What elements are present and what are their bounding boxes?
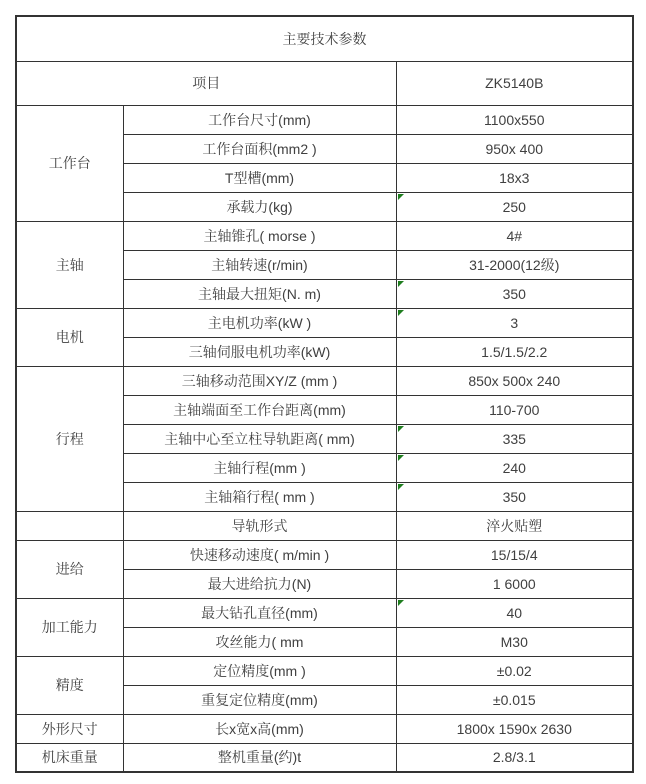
value-text: ±0.02 <box>496 662 532 679</box>
param-cell: 主轴最大扭矩(N. m) <box>123 279 396 308</box>
param-cell: 整机重量(约)t <box>123 743 396 772</box>
param-cell: 定位精度(mm ) <box>123 656 396 685</box>
param-cell: 最大钻孔直径(mm) <box>123 598 396 627</box>
value-text: 350 <box>502 285 526 302</box>
param-cell: 三轴伺服电机功率(kW) <box>123 337 396 366</box>
value-cell <box>396 337 633 366</box>
value-cell <box>396 395 633 424</box>
value-cell <box>396 714 633 743</box>
excel-error-flag-icon <box>398 455 404 461</box>
value-cell <box>396 366 633 395</box>
value-text: 40 <box>506 604 523 621</box>
table-row <box>16 61 633 105</box>
header-model-cell: ZK5140B <box>396 61 633 105</box>
value-cell <box>396 685 633 714</box>
param-cell: 主电机功率(kW ) <box>123 308 396 337</box>
value-text: 250 <box>502 198 526 215</box>
param-cell: 最大进给抗力(N) <box>123 569 396 598</box>
param-cell: 长x宽x高(mm) <box>123 714 396 743</box>
value-text: 4# <box>506 227 523 244</box>
excel-error-flag-icon <box>398 426 404 432</box>
value-cell <box>396 424 633 453</box>
param-cell: 主轴转速(r/min) <box>123 250 396 279</box>
value-text: 15/15/4 <box>490 546 538 563</box>
group-cell: 进给 <box>16 540 123 598</box>
value-cell <box>396 743 633 772</box>
table-title: 主要技术参数 <box>16 16 633 61</box>
excel-error-flag-icon <box>398 310 404 316</box>
value-cell <box>396 105 633 134</box>
value-cell <box>396 656 633 685</box>
value-text: 1800x 1590x 2630 <box>456 720 572 737</box>
param-cell: 工作台面积(mm2 ) <box>123 134 396 163</box>
value-cell <box>396 511 633 540</box>
excel-error-flag-icon <box>398 281 404 287</box>
table-row <box>16 511 633 540</box>
table-row <box>16 540 633 569</box>
param-cell: 主轴箱行程( mm ) <box>123 482 396 511</box>
group-cell: 主轴 <box>16 221 123 308</box>
value-cell <box>396 627 633 656</box>
value-text: M30 <box>500 633 528 650</box>
group-cell: 机床重量 <box>16 743 123 772</box>
param-cell: 主轴行程(mm ) <box>123 453 396 482</box>
table-row <box>16 16 633 61</box>
value-text: 3 <box>510 314 519 331</box>
value-cell <box>396 250 633 279</box>
table-row <box>16 656 633 685</box>
group-cell: 外形尺寸 <box>16 714 123 743</box>
group-cell: 加工能力 <box>16 598 123 656</box>
param-cell: 导轨形式 <box>123 511 396 540</box>
value-cell <box>396 134 633 163</box>
value-text: 950x 400 <box>485 140 544 157</box>
group-cell-empty <box>16 511 123 540</box>
param-cell: 快速移动速度( m/min ) <box>123 540 396 569</box>
excel-error-flag-icon <box>398 600 404 606</box>
value-text: 31-2000(12级) <box>469 256 560 273</box>
value-text: ±0.015 <box>492 691 536 708</box>
value-text: 淬火贴塑 <box>486 517 543 534</box>
param-cell: 三轴移动范围XY/Z (mm ) <box>123 366 396 395</box>
param-cell: T型槽(mm) <box>123 163 396 192</box>
value-cell <box>396 540 633 569</box>
header-item-cell: 项目 <box>16 61 396 105</box>
param-cell: 主轴锥孔( morse ) <box>123 221 396 250</box>
param-cell: 攻丝能力( mm <box>123 627 396 656</box>
value-cell <box>396 308 633 337</box>
value-cell <box>396 192 633 221</box>
value-text: 2.8/3.1 <box>492 749 536 766</box>
value-cell <box>396 569 633 598</box>
value-text: 350 <box>502 488 526 505</box>
value-cell <box>396 279 633 308</box>
param-cell: 主轴中心至立柱导轨距离( mm) <box>123 424 396 453</box>
value-text: 1100x550 <box>484 111 545 128</box>
value-text: 335 <box>502 430 526 447</box>
value-text: 110-700 <box>489 401 540 418</box>
table-row <box>16 105 633 134</box>
param-cell: 工作台尺寸(mm) <box>123 105 396 134</box>
value-cell <box>396 163 633 192</box>
param-cell: 主轴端面至工作台距离(mm) <box>123 395 396 424</box>
value-text: 1.5/1.5/2.2 <box>481 343 548 360</box>
value-text: 18x3 <box>499 169 530 186</box>
value-text: 1 6000 <box>492 575 536 592</box>
table-row <box>16 598 633 627</box>
group-cell: 精度 <box>16 656 123 714</box>
table-row <box>16 714 633 743</box>
param-cell: 重复定位精度(mm) <box>123 685 396 714</box>
excel-error-flag-icon <box>398 484 404 490</box>
table-row <box>16 221 633 250</box>
value-text: 850x 500x 240 <box>468 372 561 389</box>
table-row <box>16 308 633 337</box>
value-text: 240 <box>502 459 526 476</box>
value-cell <box>396 482 633 511</box>
excel-error-flag-icon <box>398 194 404 200</box>
value-cell <box>396 221 633 250</box>
param-cell: 承载力(kg) <box>123 192 396 221</box>
group-cell: 工作台 <box>16 105 123 221</box>
group-cell: 行程 <box>16 366 123 511</box>
table-row <box>16 743 633 772</box>
table-row <box>16 366 633 395</box>
spec-table <box>15 15 634 773</box>
value-cell <box>396 598 633 627</box>
value-cell <box>396 453 633 482</box>
group-cell: 电机 <box>16 308 123 366</box>
